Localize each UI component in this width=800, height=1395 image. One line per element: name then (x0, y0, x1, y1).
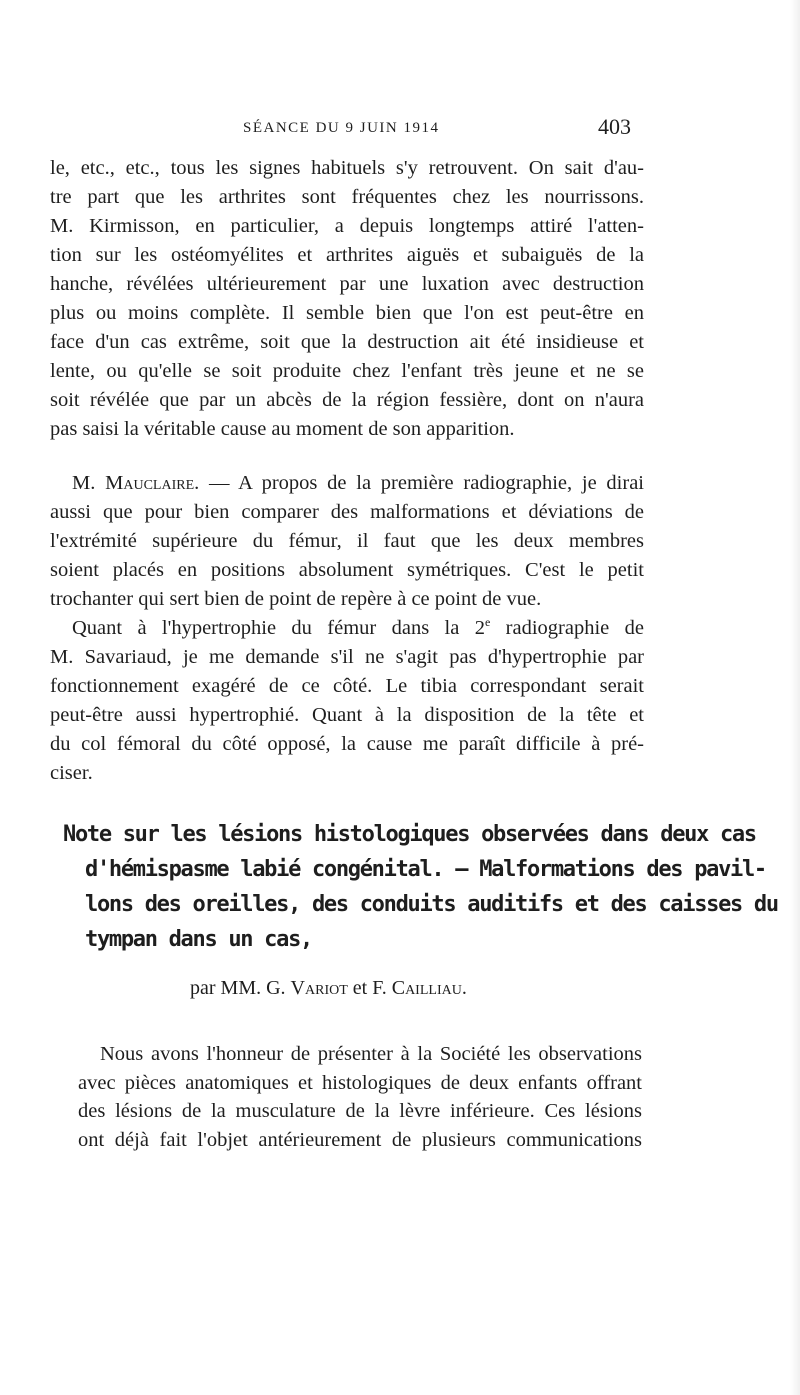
text-line: M. Savariaud, je me demande s'il ne s'agit pas d'hypertrophie par (50, 646, 644, 668)
authors-line (190, 977, 467, 1000)
paragraph-continuation (50, 154, 644, 444)
paragraph-observations (78, 1040, 642, 1154)
text-line: avec pièces anatomiques et histologiques de deux enfants offrant (78, 1071, 642, 1094)
text-line: des lésions de la musculature de la lèvre inférieure. Ces lésions (78, 1100, 642, 1122)
text-line: soit révélée que par un abcès de la région fessière, dont on n'aura (50, 389, 644, 411)
author-variot: Variot (290, 977, 348, 999)
text-line: le, etc., etc., tous les signes habituels s'y retrouvent. On sait d'au- (50, 157, 644, 179)
authors-suffix: . (461, 977, 467, 999)
text-line: M. Kirmisson, en particulier, a depuis longtemps attiré l'atten- (50, 215, 644, 237)
text-line (50, 614, 644, 643)
text-line: Nous avons l'honneur de présenter à la Société les observations (100, 1043, 642, 1065)
author-cailliau: Cailliau (391, 977, 462, 999)
text-line: peut-être aussi hypertrophié. Quant à la disposition de la tête et (50, 704, 644, 726)
text-line: aussi que pour bien comparer des malformations et déviations de (50, 501, 644, 523)
page-number: 403 (598, 114, 631, 139)
text-line: tre part que les arthrites sont fréquentes chez les nourrissons. (50, 186, 644, 208)
text-line: hanche, révélées ultérieurement par une luxation avec destruction (50, 273, 644, 295)
text-line: du col fémoral du côté opposé, la cause me paraît difficile à pré- (50, 733, 644, 755)
line-end: radiographie de (490, 617, 644, 639)
text-line: face d'un cas extrême, soit que la destruction ait été insidieuse et (50, 331, 644, 353)
running-title: SÉANCE DU 9 JUIN 1914 (243, 120, 440, 136)
page-header (0, 114, 800, 146)
text-line: trochanter qui sert bien de point de repère à ce point de vue. (50, 588, 542, 610)
title-line: lons des oreilles, des conduits auditifs et des caisses du (85, 892, 778, 917)
speaker-name: Mauclaire (105, 472, 195, 494)
title-line: Note sur les lésions histologiques observées dans deux cas (63, 822, 756, 847)
title-line: tympan dans un cas, (85, 927, 312, 952)
text-line: lente, ou qu'elle se soit produite chez l'enfant très jeune et ne se (50, 360, 644, 382)
text-line: fonctionnement exagéré de ce côté. Le tibia correspondant serait (50, 675, 644, 697)
title-line: d'hémispasme labié congénital. — Malformations des pavil- (85, 857, 766, 882)
text-line: tion sur les ostéomyélites et arthrites aiguës et subaiguës de la (50, 244, 644, 266)
authors-prefix: par MM. G. (190, 977, 291, 999)
note-title (63, 817, 778, 957)
paragraph-hypertrophie (50, 614, 644, 788)
line-start: Quant à l'hypertrophie du fémur dans la 2 (72, 617, 485, 639)
text-line: l'extrémité supérieure du fémur, il faut que les deux membres (50, 530, 644, 552)
ordinal-superscript: e (484, 615, 491, 630)
authors-middle: et F. (347, 977, 392, 999)
text-line: ont déjà fait l'objet antérieurement de plusieurs communications (78, 1128, 642, 1151)
text-line: plus ou moins complète. Il semble bien que l'on est peut-être en (50, 302, 644, 324)
paragraph-mauclaire (50, 469, 644, 614)
text-line: ciser. (50, 762, 93, 784)
text-line: soient placés en positions absolument symétriques. C'est le petit (50, 559, 644, 581)
first-line-rest: . — A propos de la première radiographie, je dirai (194, 472, 644, 494)
speaker-prefix: M. (72, 472, 106, 494)
text-line (50, 469, 644, 498)
text-line: pas saisi la véritable cause au moment de son apparition. (50, 418, 515, 440)
page-edge-shadow (790, 0, 800, 1395)
